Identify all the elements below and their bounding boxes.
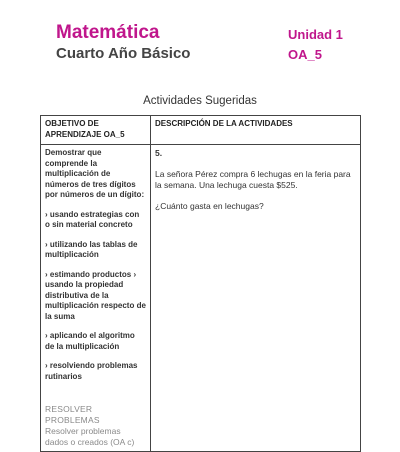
table-row bbox=[41, 145, 361, 452]
subject-title: Matemática bbox=[56, 22, 160, 43]
description-column-header: DESCRIPCIÓN DE LA ACTIVIDADES bbox=[151, 116, 361, 145]
activity-statement: La señora Pérez compra 6 lechugas en la feria para la semana. Una lechuga cuesta $525. bbox=[155, 169, 351, 190]
objective-column-header: OBJETIVO DE APRENDIZAJE OA_5 bbox=[41, 116, 151, 145]
grade-title: Cuarto Año Básico bbox=[56, 45, 191, 62]
activity-number: 5. bbox=[155, 148, 163, 158]
objective-item: › resolviendo problemas rutinarios bbox=[45, 361, 138, 381]
objective-item: › aplicando el algoritmo de la multiplicación bbox=[45, 331, 135, 351]
objective-cell bbox=[41, 145, 151, 452]
oa-code: OA_5 bbox=[288, 47, 322, 62]
activities-table bbox=[40, 115, 361, 452]
resolver-title: RESOLVER PROBLEMAS bbox=[45, 404, 100, 425]
description-cell bbox=[151, 145, 361, 452]
objective-item: › estimando productos › usando la propiedad distributiva de la multiplicación respecto de la suma bbox=[45, 269, 146, 321]
section-title: Actividades Sugeridas bbox=[143, 95, 257, 107]
unit-label: Unidad 1 bbox=[288, 27, 343, 42]
activity-question: ¿Cuánto gasta en lechugas? bbox=[155, 201, 264, 211]
page-header bbox=[56, 22, 356, 68]
objective-intro: Demostrar que comprende la multiplicación de números de tres dígitos por números de un dígito: bbox=[45, 148, 145, 199]
resolver-problemas-block bbox=[45, 404, 146, 448]
table-header-row bbox=[41, 116, 361, 145]
resolver-text: Resolver problemas dados o creados (OA c) bbox=[45, 426, 135, 447]
objective-item: › usando estrategias con o sin material concreto bbox=[45, 209, 140, 229]
objective-item: › utilizando las tablas de multiplicación bbox=[45, 239, 138, 259]
